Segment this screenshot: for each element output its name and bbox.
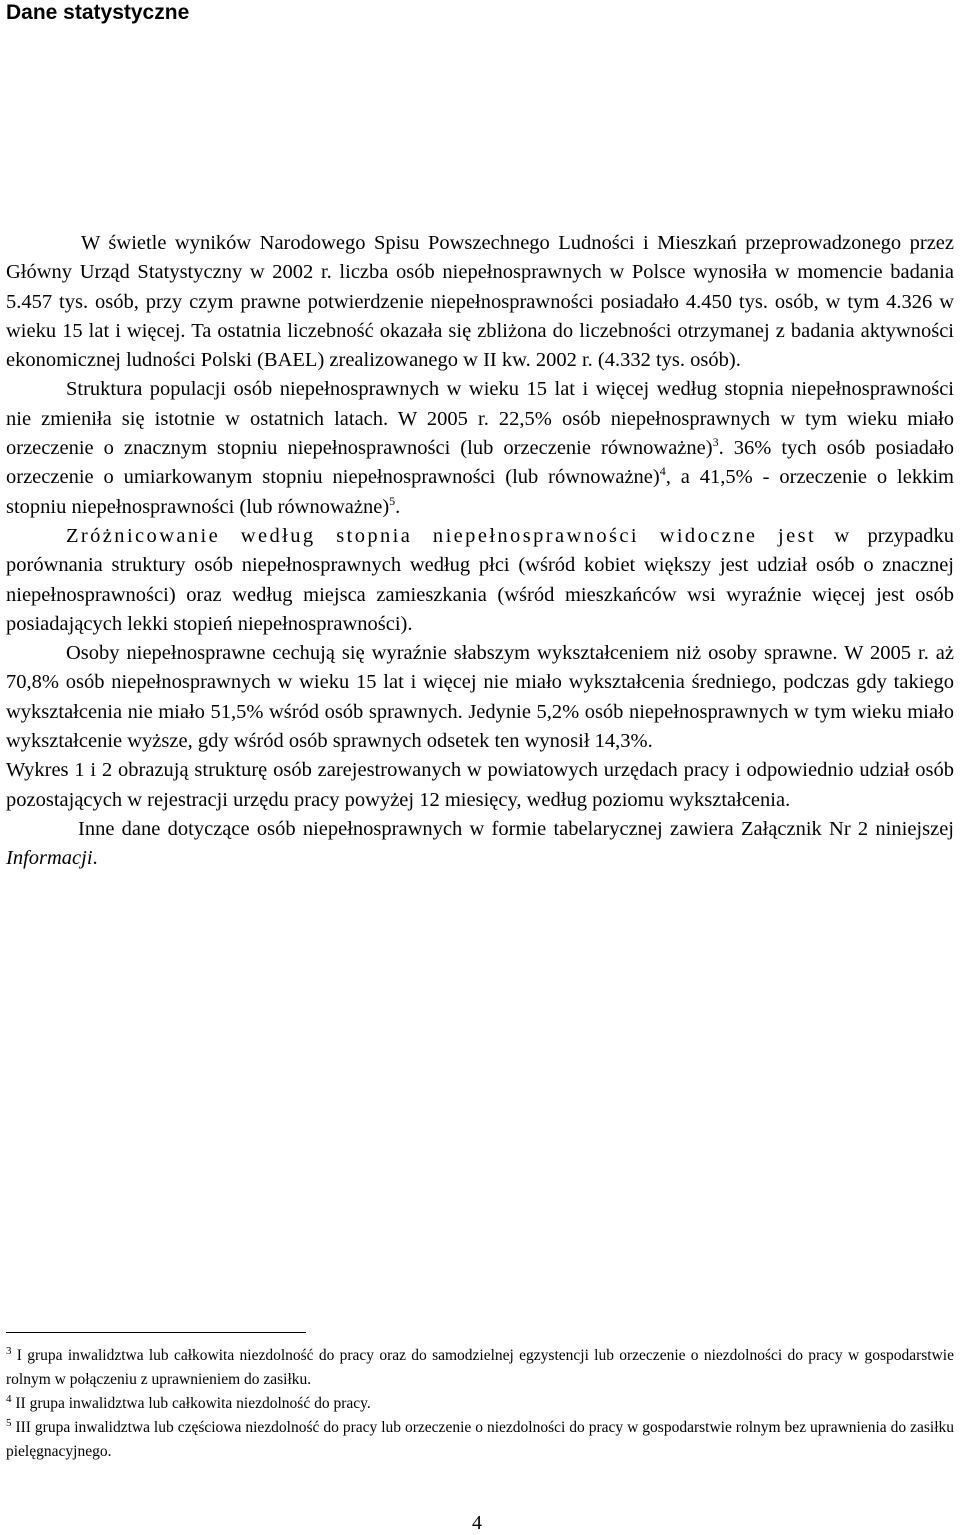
paragraph-appendix-italic: Informacji [6,847,93,870]
footnote-text: II grupa inwalidztwa lub całkowita niezdolność do pracy. [11,1395,371,1412]
paragraph-education: Osoby niepełnosprawne cechują się wyraźnie słabszym wykształceniem niż osoby sprawne. W 2005 r. aż 70,8% osób niepełnosprawnych w wieku 15 lat i więcej nie miało wykształcenia średniego, podczas gdy takiego wykształcenia nie miało 51,5% wśród osób sprawnych. Jedynie 5,2% osób niepełnosprawnych w tym wieku miało wykształcenie wyższe, gdy wśród osób sprawnych odsetek ten wynosił 14,3%. [6,642,954,753]
footnote-ref-4: 4 [659,464,666,479]
footnote-number: 4 [6,1392,12,1405]
main-text [6,229,954,874]
footnote-3 [6,1344,954,1392]
paragraph-appendix-end: . [92,847,98,870]
paragraph-appendix-main: Inne dane dotyczące osób niepełnosprawnych w formie tabelarycznej zawiera Załącznik Nr 2 niniejszej [78,817,954,840]
footnote-5 [6,1416,954,1464]
footnote-number: 3 [6,1344,12,1357]
paragraph-differentiation [6,522,954,639]
footnote-text: III grupa inwalidztwa lub częściowa niezdolność do pracy lub orzeczenie o niezdolności do pracy w gospodarstwie rolnym bez uprawnienia do zasiłku pielęgnacyjnego. [6,1419,954,1460]
footnote-divider [6,1332,306,1333]
paragraph-census: W świetle wyników Narodowego Spisu Powszechnego Ludności i Mieszkań przeprowadzonego przez Główny Urząd Statystyczny w 2002 r. liczba osób niepełnosprawnych w Polsce wynosiła w momencie badania 5.457 tys. osób, przy czym prawne potwierdzenie niepełnosprawności posiadało 4.450 tys. osób, w tym 4.326 w wieku 15 lat i więcej. Ta ostatnia liczebność okazała się zbliżona do liczebności otrzymanej z badania aktywności ekonomicznej ludności Polski (BAEL) zrealizowanego w II kw. 2002 r. (4.332 tys. osób). [6,232,954,372]
paragraph-differentiation-lead: Zróżnicowanie według stopnia niepełnosprawności widoczne jest [66,524,817,547]
paragraph-structure [6,375,954,521]
footnote-4 [6,1392,954,1416]
paragraph-structure-part-1: Struktura populacji osób niepełnosprawnych w wieku 15 lat i więcej według stopnia niepełnosprawności nie zmieniła się istotnie w ostatnich latach. W 2005 r. 22,5% osób niepełnosprawnych w tym wieku miało orzeczenie o znacznym stopniu niepełnosprawności (lub orzeczenie równoważne) [6,378,954,460]
page-number: 4 [472,1512,482,1534]
footnote-ref-3: 3 [712,435,719,450]
footnote-ref-5: 5 [389,493,396,508]
paragraph-structure-part-2: . 36% tych osób posiadało orzeczenie o umiarkowanym stopniu niepełnosprawności (lub równoważne) [6,437,954,489]
paragraph-structure-part-4: . [395,495,401,518]
paragraph-appendix [6,815,954,874]
paragraph-differentiation-rest: w przypadku porównania struktury osób niepełnosprawnych według płci (wśród kobiet większy jest udział osób o znacznej niepełnosprawności) oraz według miejsca zamieszkania (wśród mieszkańców wsi wyraźnie więcej jest osób posiadających lekki stopień niepełnosprawności). [6,524,954,635]
footnote-number: 5 [6,1416,12,1429]
paragraph-structure-part-3: , a 41,5% - orzeczenie o lekkim stopniu niepełnosprawności (lub równoważne) [6,466,954,518]
paragraph-charts: Wykres 1 i 2 obrazują strukturę osób zarejestrowanych w powiatowych urzędach pracy i odpowiednio udział osób pozostających w rejestracji urzędu pracy powyżej 12 miesięcy, według poziomu wykształcenia. [6,759,954,811]
footnote-text: I grupa inwalidztwa lub całkowita niezdolność do pracy oraz do samodzielnej egzystencji lub orzeczenie o niezdolności do pracy w gospodarstwie rolnym w połączeniu z uprawnieniem do zasiłku. [6,1347,954,1388]
footnotes [6,1344,954,1464]
page-heading: Dane statystyczne [6,1,190,24]
